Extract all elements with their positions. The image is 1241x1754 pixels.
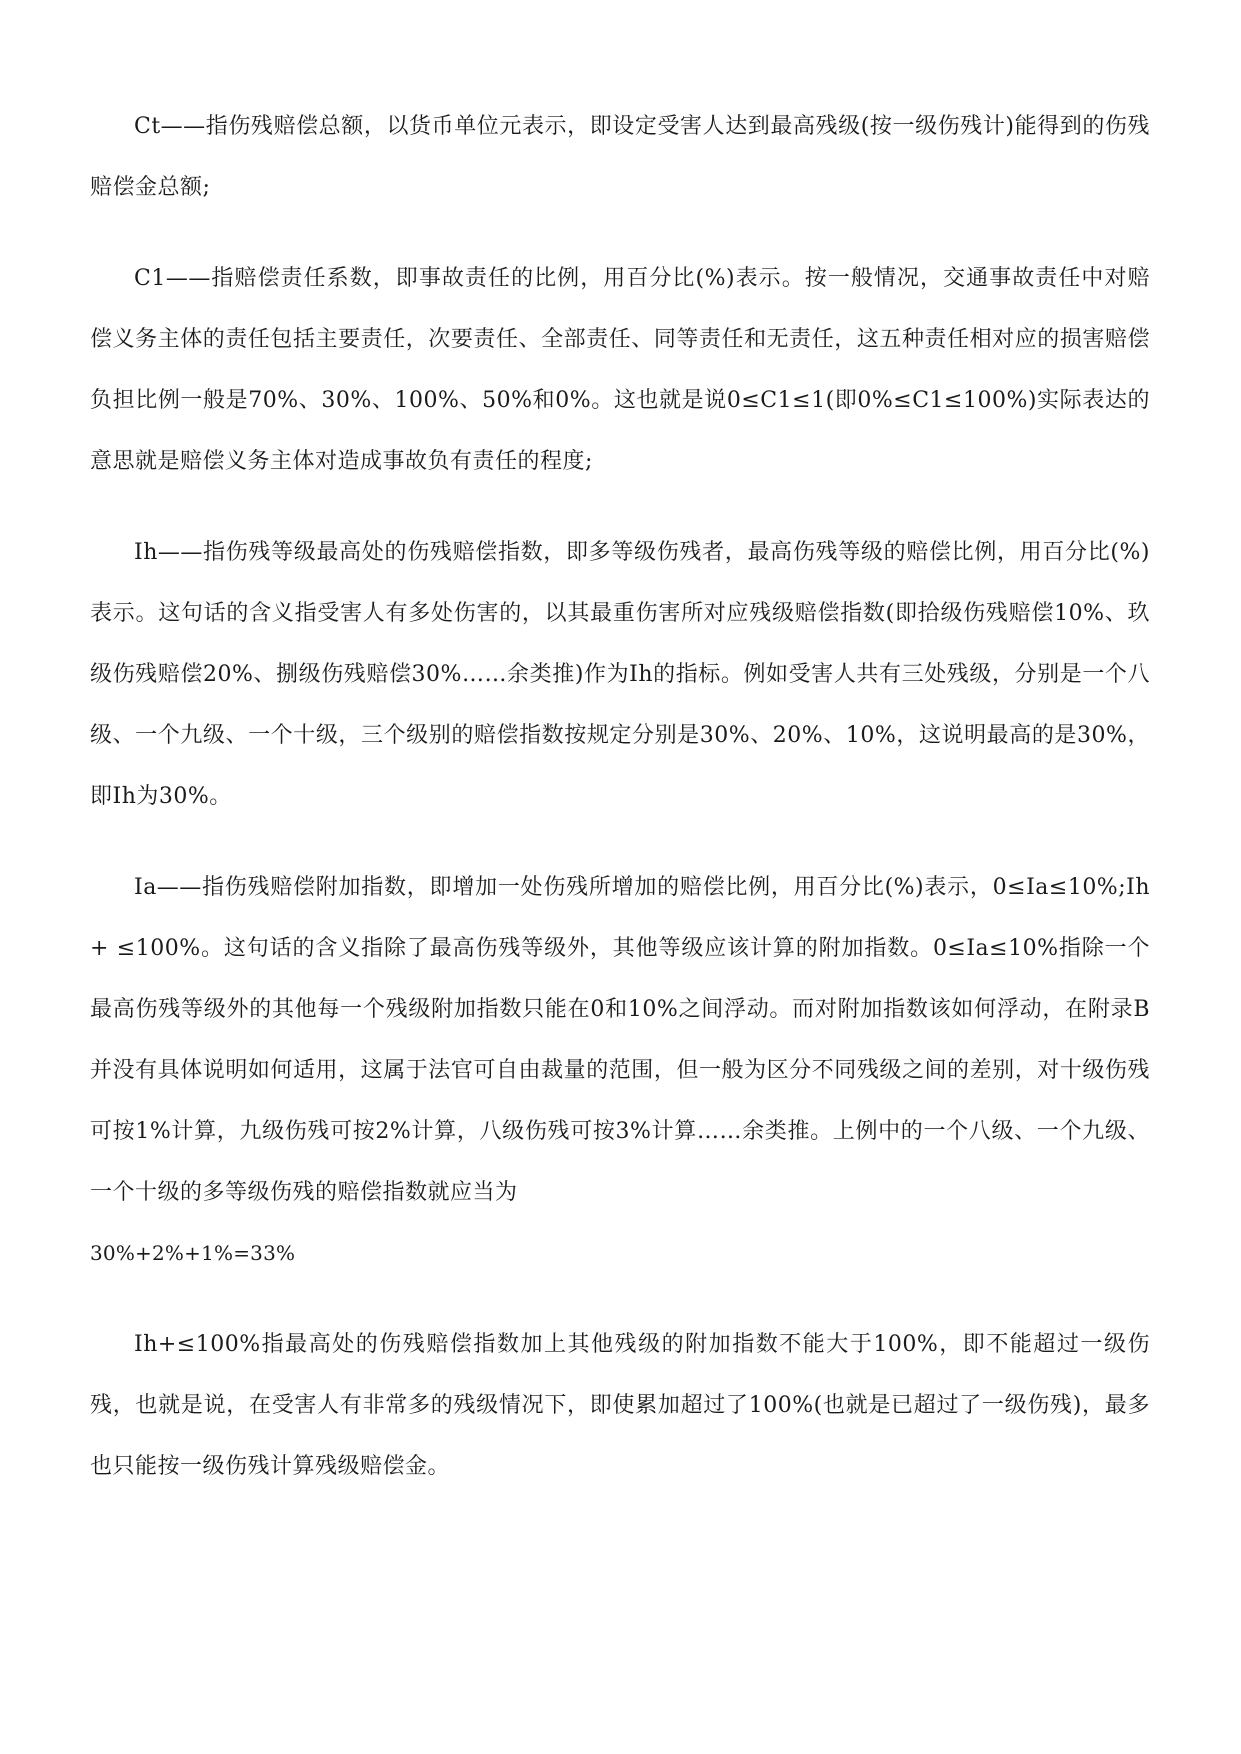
document-page — [90, 96, 1150, 1527]
paragraph-ih-definition: Ih——指伤残等级最高处的伤残赔偿指数，即多等级伤残者，最高伤残等级的赔偿比例，用百分比(%)表示。这句话的含义指受害人有多处伤害的，以其最重伤害所对应残级赔偿指数(即拾级伤残赔偿10%、玖级伤残赔偿20%、捌级伤残赔偿30%……余类推)作为Ih的指标。例如受害人共有三处残级，分别是一个八级、一个九级、一个十级，三个级别的赔偿指数按规定分别是30%、20%、10%，这说明最高的是30%，即Ih为30%。 — [90, 540, 1150, 809]
formula-line: 30%+2%+1%=33% — [90, 1241, 296, 1265]
paragraph-ia-definition: Ia——指伤残赔偿附加指数，即增加一处伤残所增加的赔偿比例，用百分比(%)表示，0≤Ia≤10%;Ih + ≤100%。这句话的含义指除了最高伤残等级外，其他等级应该计算的附加指数。0≤Ia≤10%指除一个最高伤残等级外的其他每一个残级附加指数只能在0和10%之间浮动。而对附加指数该如何浮动，在附录B并没有具体说明如何适用，这属于法官可自由裁量的范围，但一般为区分不同残级之间的差别，对十级伤残可按1%计算，九级伤残可按2%计算，八级伤残可按3%计算……余类推。上例中的一个八级、一个九级、一个十级的多等级伤残的赔偿指数就应当为 — [90, 875, 1150, 1205]
paragraph-limit-explanation: Ih+≤100%指最高处的伤残赔偿指数加上其他残级的附加指数不能大于100%，即不能超过一级伤残，也就是说，在受害人有非常多的残级情况下，即使累加超过了100%(也就是已超过了一级伤残)，最多也只能按一级伤残计算残级赔偿金。 — [90, 1332, 1150, 1479]
paragraph-ct-definition: Ct——指伤残赔偿总额，以货币单位元表示，即设定受害人达到最高残级(按一级伤残计)能得到的伤残赔偿金总额; — [90, 114, 1150, 200]
paragraph-c1-definition: C1——指赔偿责任系数，即事故责任的比例，用百分比(%)表示。按一般情况，交通事故责任中对赔偿义务主体的责任包括主要责任，次要责任、全部责任、同等责任和无责任，这五种责任相对应的损害赔偿负担比例一般是70%、30%、100%、50%和0%。这也就是说0≤C1≤1(即0%≤C1≤100%)实际表达的意思就是赔偿义务主体对造成事故负有责任的程度; — [90, 266, 1150, 474]
